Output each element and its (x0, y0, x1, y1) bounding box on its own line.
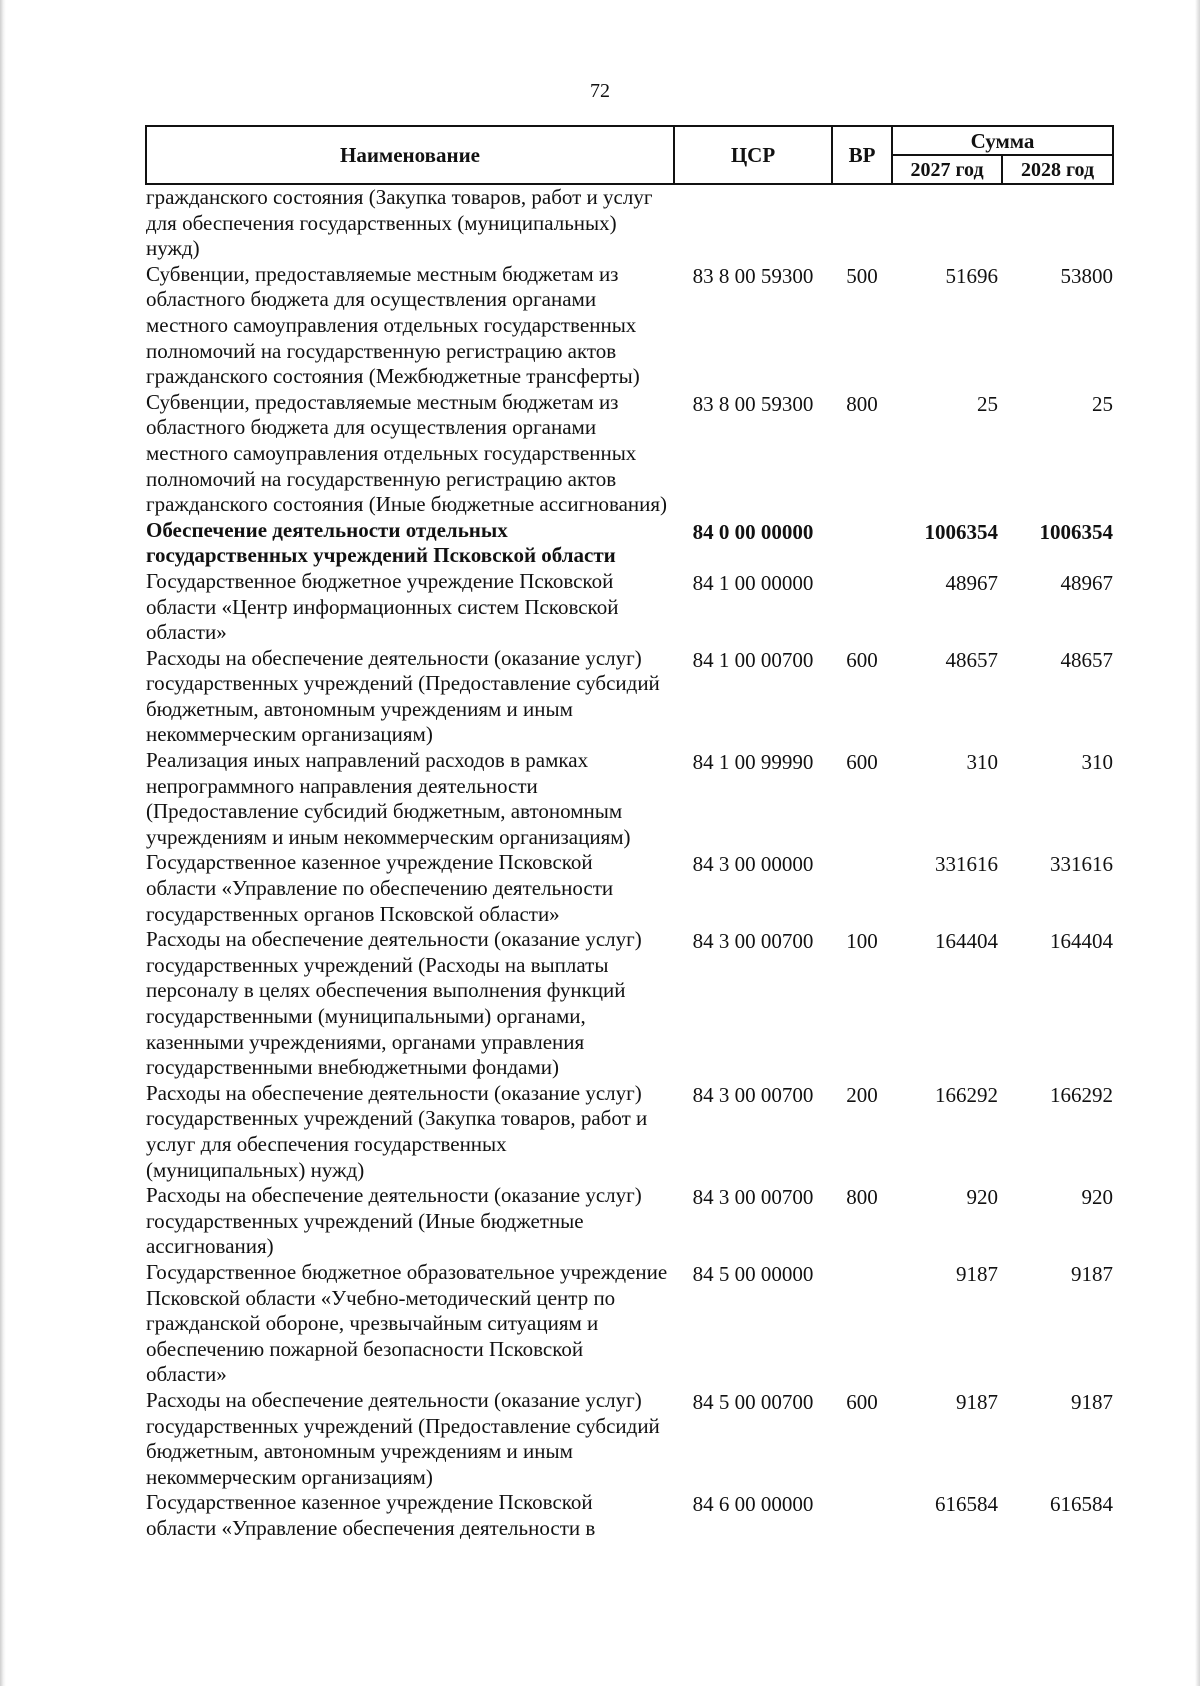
page-number: 72 (590, 80, 610, 102)
row-sum-2027: 48657 (945, 647, 998, 672)
header-year-2027: 2027 год (892, 155, 1002, 184)
scan-edge-right (1195, 0, 1200, 1686)
row-csr: 84 1 00 99990 (692, 750, 814, 775)
row-name: Государственное бюджетное учреждение Псковской области «Центр информационных систем Псковской области» (146, 568, 619, 645)
row-csr: 84 1 00 00700 (692, 647, 814, 672)
row-name: гражданского состояния (Закупка товаров, работ и услуг для обеспечения государственных (муниципальных) нужд) (146, 185, 653, 261)
row-sum-2027: 25 (977, 391, 998, 416)
header-vr: ВР (832, 126, 892, 184)
row-name: Расходы на обеспечение деятельности (оказание услуг) государственных учреждений (Иные бюджетные ассигнования) (146, 1183, 642, 1259)
row-sum-2027: 164404 (935, 929, 998, 954)
row-name: Расходы на обеспечение деятельности (оказание услуг) государственных учреждений (Предоставление субсидий бюджетным, автономным учреждениям и иным некоммерческим организациям) (146, 645, 660, 747)
row-name: Государственное казенное учреждение Псковской области «Управление обеспечения деятельности в (146, 1490, 596, 1540)
table-row (146, 1388, 1113, 1490)
row-vr (832, 1490, 892, 1541)
row-sum-2028: 9187 (1071, 1389, 1113, 1414)
row-csr: 84 3 00 00700 (692, 929, 814, 954)
row-sum-2027: 1006354 (924, 519, 998, 544)
row-sum-2028 (1002, 184, 1113, 262)
row-sum-2028: 164404 (1050, 929, 1113, 954)
row-sum-2028: 616584 (1050, 1492, 1113, 1517)
table-row (146, 748, 1113, 850)
row-csr: 84 3 00 00700 (692, 1185, 814, 1210)
header-year-2028: 2028 год (1002, 155, 1113, 184)
row-sum-2027: 310 (966, 750, 998, 775)
row-vr (832, 1260, 892, 1388)
row-csr: 84 5 00 00000 (692, 1261, 814, 1286)
row-name: Расходы на обеспечение деятельности (оказание услуг) государственных учреждений (Закупка товаров, работ и услуг для обеспечения государственных (муниципальных) нужд) (146, 1080, 648, 1182)
row-vr (832, 518, 892, 569)
row-csr: 84 3 00 00000 (692, 852, 814, 877)
row-name: Субвенции, предоставляемые местным бюджетам из областного бюджета для осуществления органами местного самоуправления отдельных государственных полномочий на государственную регистрацию актов гражданского состояния (Межбюджетные трансферты) (146, 261, 640, 389)
row-vr: 600 (846, 750, 878, 775)
row-vr: 100 (846, 929, 878, 954)
row-sum-2028: 48657 (1060, 647, 1113, 672)
row-csr: 84 6 00 00000 (692, 1492, 814, 1517)
row-name: Расходы на обеспечение деятельности (оказание услуг) государственных учреждений (Расходы на выплаты персоналу в целях обеспечения выполнения функций государственными (муниципальными) органами, казенными учреждениями, органами управления государственными внебюджетными фондами) (146, 927, 642, 1080)
row-sum-2027: 9187 (956, 1389, 998, 1414)
scan-edge-left (0, 0, 6, 1686)
row-sum-2028: 310 (1081, 750, 1113, 775)
table-row (146, 1183, 1113, 1260)
row-sum-2027: 9187 (956, 1261, 998, 1286)
row-vr: 800 (846, 1185, 878, 1210)
table-row (146, 850, 1113, 927)
table-row (146, 569, 1113, 646)
table-row (146, 646, 1113, 748)
row-sum-2028: 1006354 (1039, 519, 1113, 544)
row-vr: 600 (846, 1389, 878, 1414)
table-header (146, 126, 1113, 184)
table-row (146, 1490, 1113, 1541)
row-sum-2028: 53800 (1060, 263, 1113, 288)
row-sum-2027: 331616 (935, 852, 998, 877)
table-row (146, 518, 1113, 569)
table-row (146, 1260, 1113, 1388)
row-name: Реализация иных направлений расходов в рамках непрограммного направления деятельности (Предоставление субсидий бюджетным, автономным учреждениям и иным некоммерческим организациям) (146, 748, 631, 849)
header-csr: ЦСР (674, 126, 832, 184)
table-row (146, 1081, 1113, 1183)
table-row (146, 927, 1113, 1081)
row-sum-2028: 920 (1081, 1185, 1113, 1210)
table-row (146, 184, 1113, 262)
table-body (146, 184, 1113, 1541)
row-csr: 84 3 00 00700 (692, 1082, 814, 1107)
row-sum-2028: 9187 (1071, 1261, 1113, 1286)
row-sum-2027 (892, 184, 1002, 262)
row-sum-2027: 51696 (945, 263, 998, 288)
row-vr: 600 (846, 647, 878, 672)
row-name: Расходы на обеспечение деятельности (оказание услуг) государственных учреждений (Предоставление субсидий бюджетным, автономным учреждениям и иным некоммерческим организациям) (146, 1387, 660, 1489)
row-csr (674, 184, 832, 262)
row-vr: 500 (846, 263, 878, 288)
row-vr (832, 184, 892, 262)
table-row (146, 262, 1113, 390)
row-sum-2028: 166292 (1050, 1082, 1113, 1107)
row-name: Государственное бюджетное образовательное учреждение Псковской области «Учебно-методический центр по гражданской обороне, чрезвычайным ситуациям и обеспечению пожарной безопасности Псковской области» (146, 1259, 668, 1387)
row-sum-2027: 48967 (945, 570, 998, 595)
row-vr: 200 (846, 1082, 878, 1107)
header-sum: Сумма (892, 126, 1113, 155)
row-csr: 84 5 00 00700 (692, 1389, 814, 1414)
row-csr: 83 8 00 59300 (692, 391, 814, 416)
row-sum-2027: 166292 (935, 1082, 998, 1107)
row-sum-2027: 616584 (935, 1492, 998, 1517)
row-name: Государственное казенное учреждение Псковской области «Управление по обеспечению деятельности государственных органов Псковской области» (146, 850, 614, 926)
row-vr (832, 850, 892, 927)
row-vr (832, 569, 892, 646)
row-csr: 83 8 00 59300 (692, 263, 814, 288)
budget-table (145, 125, 1114, 1541)
row-sum-2028: 331616 (1050, 852, 1113, 877)
header-name: Наименование (146, 126, 674, 184)
row-csr: 84 0 00 00000 (692, 519, 814, 544)
row-sum-2028: 48967 (1060, 570, 1113, 595)
row-vr: 800 (846, 391, 878, 416)
row-name: Обеспечение деятельности отдельных государственных учреждений Псковской области (146, 517, 616, 568)
table-row (146, 390, 1113, 518)
row-name: Субвенции, предоставляемые местным бюджетам из областного бюджета для осуществления органами местного самоуправления отдельных государственных полномочий на государственную регистрацию актов гражданского состояния (Иные бюджетные ассигнования) (146, 389, 668, 517)
row-csr: 84 1 00 00000 (692, 570, 814, 595)
row-sum-2027: 920 (966, 1185, 998, 1210)
row-sum-2028: 25 (1092, 391, 1113, 416)
